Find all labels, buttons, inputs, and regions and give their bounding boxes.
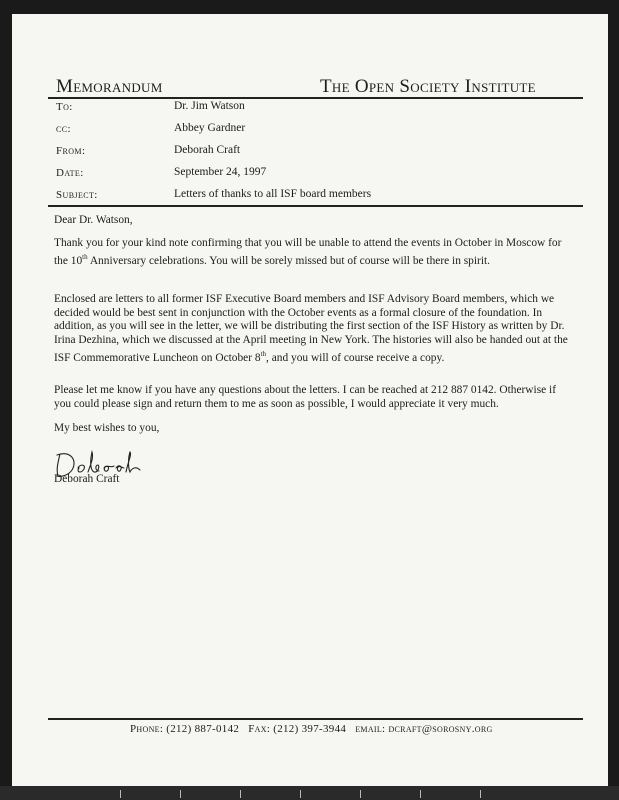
salutation-text: Dear Dr. Watson, [54,214,133,226]
memo-page [12,14,608,786]
ruler-tick [120,790,121,798]
ruler-tick [240,790,241,798]
cc-label: cc: [56,123,71,135]
signer-name: Deborah Craft [54,473,120,485]
from-value: Deborah Craft [174,144,241,156]
ruler-tick [420,790,421,798]
paragraph-3 [54,384,574,411]
ruler-tick [360,790,361,798]
paragraph-2-superscript: th [260,349,267,358]
paragraph-1 [54,237,574,268]
paragraph-2-text-b: , and you will of course receive a copy. [266,351,445,364]
footer-fax: Fax: (212) 397-3944 [248,723,347,735]
memorandum-title: Memorandum [56,76,163,97]
closing-text: My best wishes to you, [54,422,160,434]
paragraph-2 [54,293,574,365]
date-value: September 24, 1997 [174,166,267,178]
ruler-tick [300,790,301,798]
scan-border [0,786,619,800]
paragraph-1-superscript: th [82,252,88,261]
salutation [54,214,574,228]
footer-rule [48,718,583,720]
paragraph-3-text: Please let me know if you have any questions about the letters. I can be reached at 212 887 0142. Otherwise if you could please sign and return them to me as soon as possible, I would appreciate it very much. [54,384,556,410]
ruler-tick [180,790,181,798]
footer-contact [130,723,499,735]
footer-phone: Phone: (212) 887-0142 [130,723,240,735]
fields-rule [48,205,583,207]
subject-value: Letters of thanks to all ISF board members [174,188,372,200]
footer-email: email: dcraft@sorosny.org [355,723,493,735]
paragraph-1-text-a: Thank you for your kind note confirming that you will be unable to attend the events in October in Moscow for the 10 [54,237,562,267]
to-label: To: [56,101,73,113]
subject-label: Subject: [56,189,98,201]
organization-title: The Open Society Institute [320,76,536,97]
paragraph-2-text-a: Enclosed are letters to all former ISF Executive Board members and ISF Advisory Board members, which we decided would be best sent in conjunction with the October events as a formal closure of the foundation. In addition, as you will see in the letter, we will be distributing the first section of the ISF History as written by Dr. Irina Dezhina, which we discussed at the April meeting in New York. The histories will also be handed out at the ISF Commemorative Luncheon on October 8 [54,293,568,364]
paragraph-1-text-b: Anniversary celebrations. You will be sorely missed but of course will be there in spirit. [87,254,491,267]
closing [54,422,574,436]
header-rule [48,97,583,99]
to-value: Dr. Jim Watson [174,100,245,112]
ruler-tick [480,790,481,798]
from-label: From: [56,145,86,157]
cc-value: Abbey Gardner [174,122,246,134]
date-label: Date: [56,167,84,179]
